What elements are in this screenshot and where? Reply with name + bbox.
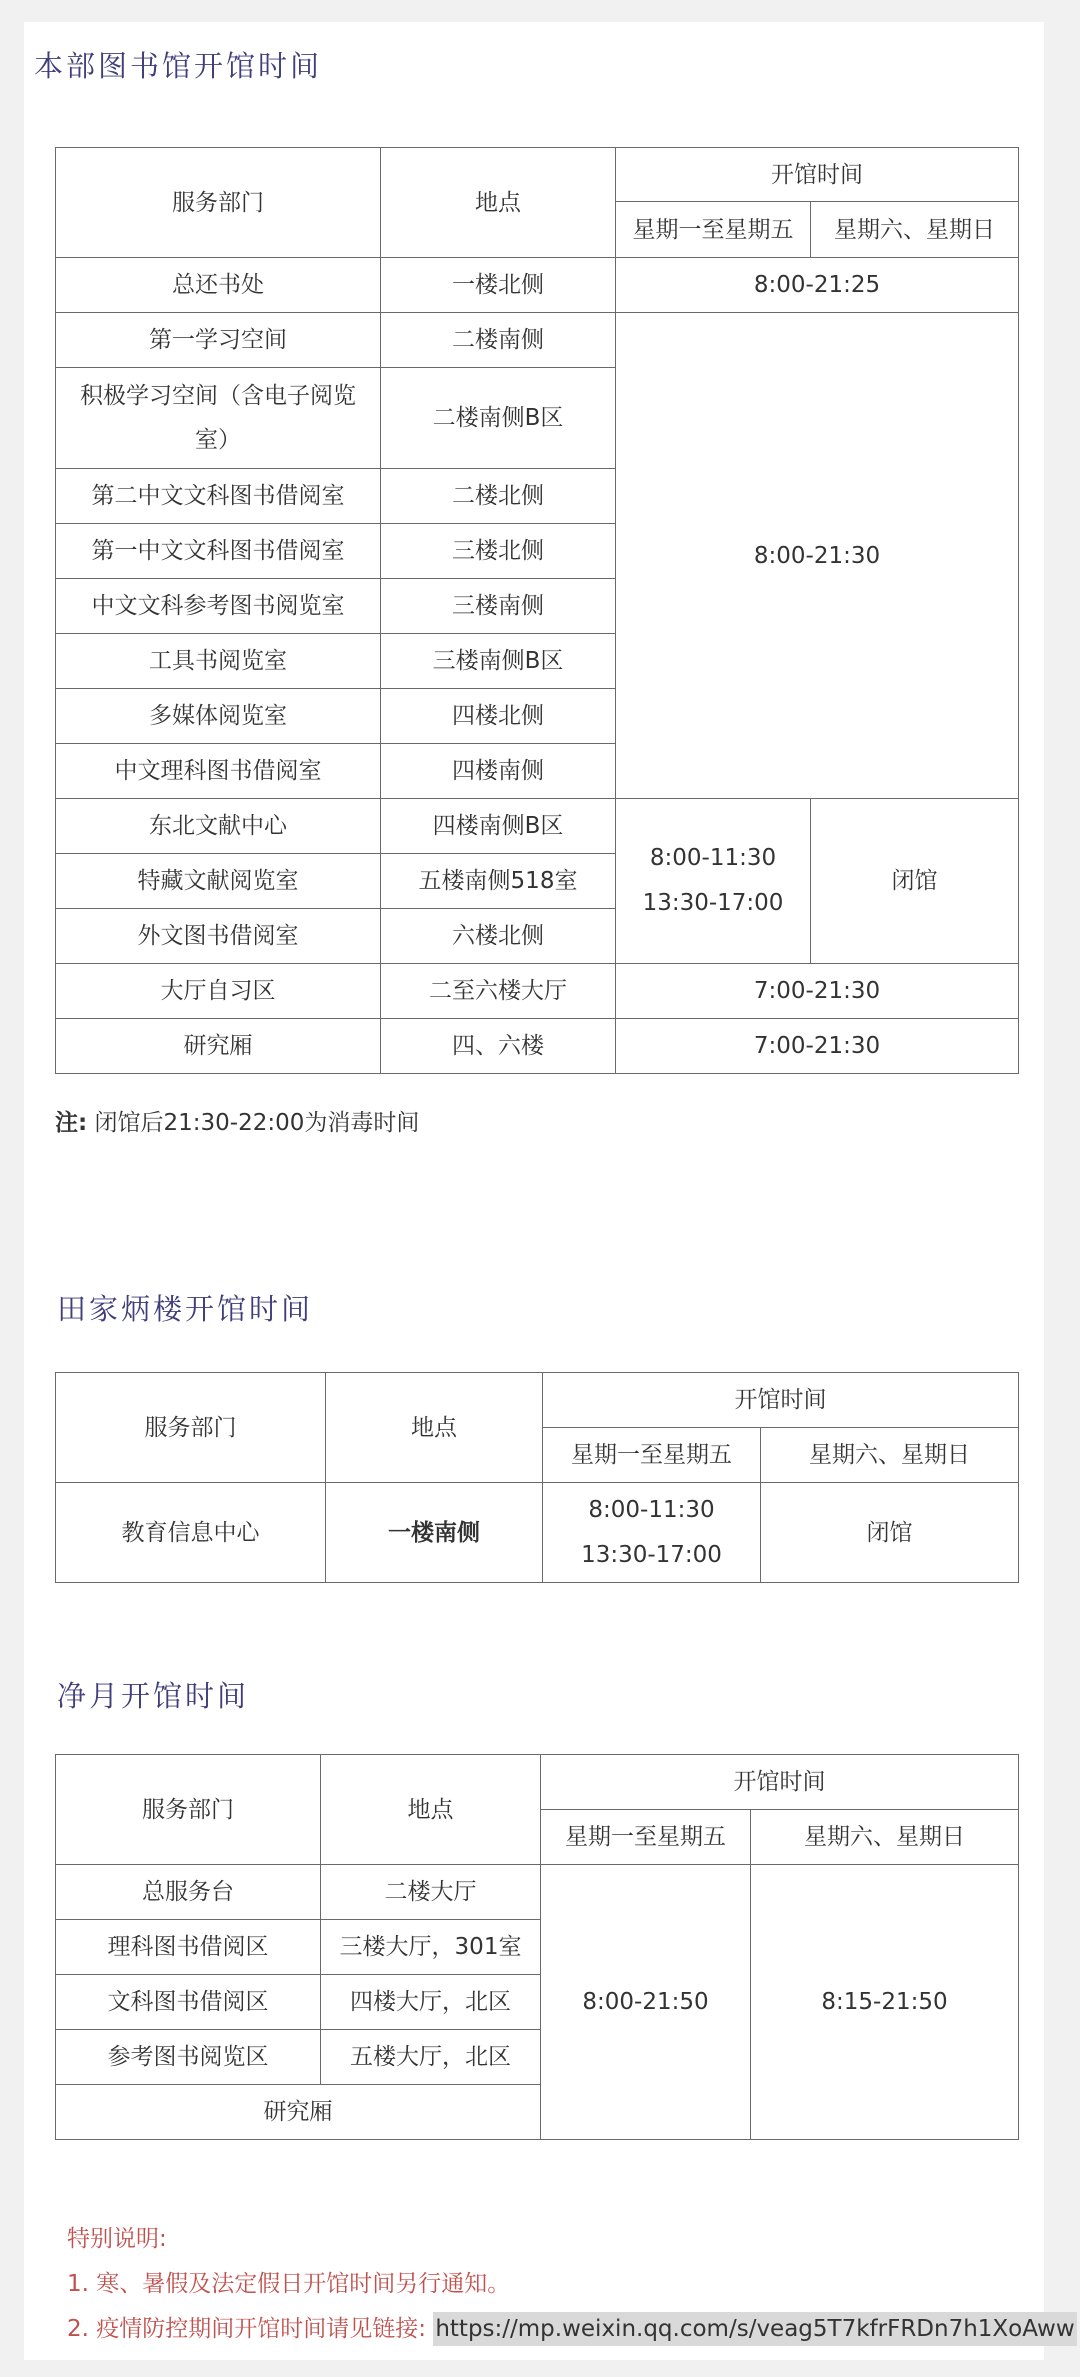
header-dept: 服务部门 [56, 1755, 321, 1865]
dept-cell: 外文图书借阅室 [56, 909, 381, 964]
table-row [56, 1865, 1019, 1920]
time-cell: 7:00-21:30 [616, 964, 1019, 1019]
dept-cell: 多媒体阅览室 [56, 689, 381, 744]
header-open-time: 开馆时间 [541, 1755, 1019, 1810]
table-row [56, 1483, 1019, 1583]
time-line: 13:30-17:00 [581, 1541, 722, 1568]
location-cell: 一楼南侧 [326, 1483, 543, 1583]
table-header-row [56, 1755, 1019, 1810]
location-cell: 五楼南侧518室 [381, 854, 616, 909]
header-open-time: 开馆时间 [616, 148, 1019, 202]
time-cell: 7:00-21:30 [616, 1019, 1019, 1074]
location-cell: 二楼大厅 [321, 1865, 541, 1920]
location-cell: 三楼南侧 [381, 579, 616, 634]
dept-cell: 教育信息中心 [56, 1483, 326, 1583]
tianjiabing-hours-table [55, 1372, 1019, 1583]
header-dept: 服务部门 [56, 148, 381, 258]
epidemic-hours-link[interactable]: https://mp.weixin.qq.com/s/veag5T7kfrFRDn7h1XoAww [433, 2312, 1076, 2346]
location-cell: 二楼南侧B区 [381, 368, 616, 469]
time-cell [543, 1483, 761, 1583]
time-line: 8:00-11:30 [649, 845, 777, 871]
dept-cell: 第一中文文科图书借阅室 [56, 524, 381, 579]
dept-cell: 大厅自习区 [56, 964, 381, 1019]
header-weekend: 星期六、星期日 [751, 1810, 1019, 1865]
closed-cell: 闭馆 [811, 799, 1019, 964]
dept-cell: 参考图书阅览区 [56, 2030, 321, 2085]
table-row [56, 964, 1019, 1019]
header-location: 地点 [321, 1755, 541, 1865]
header-location: 地点 [326, 1373, 543, 1483]
main-library-hours-table [55, 147, 1019, 1074]
header-weekday: 星期一至星期五 [541, 1810, 751, 1865]
special-notes-title: 特别说明: [67, 2226, 167, 2252]
dept-cell: 第二中文文科图书借阅室 [56, 469, 381, 524]
table-row [56, 313, 1019, 368]
location-cell: 三楼北侧 [381, 524, 616, 579]
dept-cell: 工具书阅览室 [56, 634, 381, 689]
location-cell: 六楼北侧 [381, 909, 616, 964]
location-cell: 二至六楼大厅 [381, 964, 616, 1019]
location-cell: 四楼南侧B区 [381, 799, 616, 854]
table-row [56, 258, 1019, 313]
time-cell: 8:00-21:50 [541, 1865, 751, 2140]
location-cell: 二楼北侧 [381, 469, 616, 524]
time-cell: 8:00-21:30 [616, 313, 1019, 799]
note-label: 注: [55, 1110, 88, 1136]
jingyue-hours-table [55, 1754, 1019, 2140]
disinfection-note [55, 1104, 419, 1137]
location-cell: 四楼北侧 [381, 689, 616, 744]
dept-cell: 中文理科图书借阅室 [56, 744, 381, 799]
location-cell: 四楼大厅，北区 [321, 1975, 541, 2030]
dept-cell: 东北文献中心 [56, 799, 381, 854]
dept-cell: 理科图书借阅区 [56, 1920, 321, 1975]
time-line: 13:30-17:00 [642, 890, 784, 916]
location-cell: 四楼南侧 [381, 744, 616, 799]
table-row [56, 1019, 1019, 1074]
dept-cell: 研究厢 [56, 2085, 541, 2140]
header-weekend: 星期六、星期日 [811, 202, 1019, 258]
table-header-row [56, 1373, 1019, 1428]
special-note-1: 1. 寒、暑假及法定假日开馆时间另行通知。 [67, 2271, 511, 2297]
dept-cell: 中文文科参考图书阅览室 [56, 579, 381, 634]
article-page [24, 22, 1075, 2360]
location-cell: 三楼南侧B区 [381, 634, 616, 689]
section3-title: 净月开馆时间 [57, 1679, 250, 1713]
location-cell: 四、六楼 [381, 1019, 616, 1074]
header-location: 地点 [381, 148, 616, 258]
header-open-time: 开馆时间 [543, 1373, 1019, 1428]
section1-title: 本部图书馆开馆时间 [34, 49, 323, 83]
time-line: 8:00-11:30 [588, 1496, 715, 1523]
dept-cell: 总服务台 [56, 1865, 321, 1920]
location-cell: 二楼南侧 [381, 313, 616, 368]
special-note-2 [67, 2310, 1077, 2343]
dept-cell: 总还书处 [56, 258, 381, 313]
time-cell: 8:00-21:25 [616, 258, 1019, 313]
time-cell [616, 799, 811, 964]
header-dept: 服务部门 [56, 1373, 326, 1483]
dept-cell: 研究厢 [56, 1019, 381, 1074]
table-row [56, 799, 1019, 854]
header-weekday: 星期一至星期五 [543, 1428, 761, 1483]
header-weekday: 星期一至星期五 [616, 202, 811, 258]
section2-title: 田家炳楼开馆时间 [57, 1292, 314, 1326]
location-cell: 三楼大厅，301室 [321, 1920, 541, 1975]
table-header-row [56, 148, 1019, 202]
closed-cell: 闭馆 [761, 1483, 1019, 1583]
location-cell: 五楼大厅，北区 [321, 2030, 541, 2085]
dept-cell: 第一学习空间 [56, 313, 381, 368]
special-note-2-text: 2. 疫情防控期间开馆时间请见链接: [67, 2316, 427, 2342]
time-cell: 8:15-21:50 [751, 1865, 1019, 2140]
dept-cell: 文科图书借阅区 [56, 1975, 321, 2030]
note-text: 闭馆后21:30-22:00为消毒时间 [94, 1110, 420, 1136]
location-cell: 一楼北侧 [381, 258, 616, 313]
dept-cell: 特藏文献阅览室 [56, 854, 381, 909]
dept-cell: 积极学习空间（含电子阅览室） [56, 368, 381, 469]
header-weekend: 星期六、星期日 [761, 1428, 1019, 1483]
